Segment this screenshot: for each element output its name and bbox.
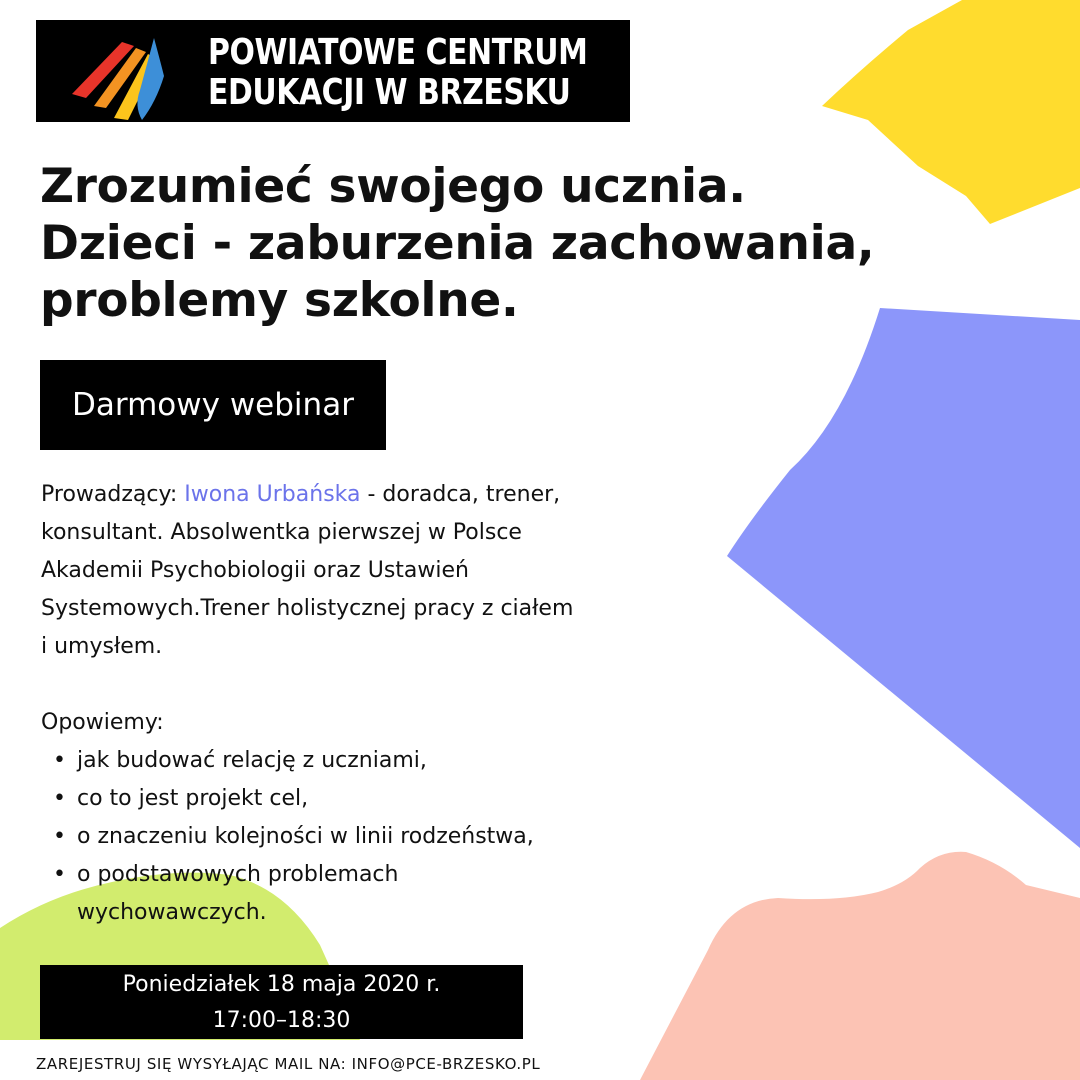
brand-line-1: POWIATOWE CENTRUM — [208, 32, 588, 73]
intro-line-3: Akademii Psychobiologii oraz Ustawień — [41, 558, 469, 583]
brand-name — [208, 33, 587, 113]
title-line-3: problemy szkolne. — [40, 273, 519, 328]
topics-list — [41, 742, 661, 932]
topic-text-continued: wychowawczych. — [77, 900, 267, 925]
event-time: 17:00–18:30 — [212, 1008, 351, 1033]
free-webinar-badge: Darmowy webinar — [40, 360, 386, 450]
presenter-role: - doradca, trener, — [360, 482, 561, 507]
topic-text: o znaczeniu kolejności w linii rodzeństwa, — [77, 824, 534, 849]
presenter-description — [41, 476, 651, 666]
periwinkle-blob — [727, 308, 1080, 848]
page-title — [40, 158, 1040, 329]
intro-line-1 — [41, 476, 651, 514]
title-line-2: Dzieci - zaburzenia zachowania, — [40, 216, 875, 271]
list-item — [41, 742, 661, 780]
intro-line-5: i umysłem. — [41, 634, 163, 659]
book-pages-icon — [36, 20, 166, 122]
presenter-label: Prowadzący: — [41, 482, 185, 507]
list-item — [41, 818, 661, 856]
presenter-name: Iwona Urbańska — [184, 482, 361, 507]
bullet-icon: • — [53, 786, 66, 811]
list-item — [41, 856, 661, 932]
intro-line-2: konsultant. Absolwentka pierwszej w Polsce — [41, 520, 522, 545]
event-date: Poniedziałek 18 maja 2020 r. — [122, 972, 441, 997]
brand-line-2: EDUKACJI W BRZESKU — [208, 72, 571, 113]
brand-logo — [36, 20, 630, 122]
title-line-1: Zrozumieć swojego ucznia. — [40, 159, 746, 214]
event-datetime — [40, 965, 523, 1039]
topics-heading: Opowiemy: — [41, 710, 164, 735]
intro-line-4: Systemowych.Trener holistycznej pracy z ciałem — [41, 596, 574, 621]
list-item — [41, 780, 661, 818]
registration-note: ZAREJESTRUJ SIĘ WYSYŁAJĄC MAIL NA: INFO@PCE-BRZESKO.PL — [36, 1055, 541, 1073]
topic-text: co to jest projekt cel, — [77, 786, 309, 811]
bullet-icon: • — [53, 748, 66, 773]
topic-text: jak budować relację z uczniami, — [77, 748, 427, 773]
bullet-icon: • — [53, 824, 66, 849]
topic-text: o podstawowych problemach — [77, 862, 399, 887]
peach-blob — [640, 852, 1080, 1080]
bullet-icon: • — [53, 862, 66, 887]
